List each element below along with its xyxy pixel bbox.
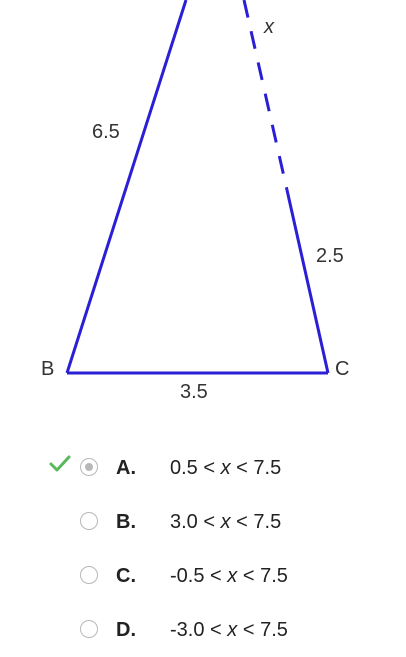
side-c-solid-line [287, 190, 328, 373]
vertex-c-label: C [335, 358, 350, 380]
correct-check-icon [48, 452, 72, 476]
option-lower: -3.0 < [170, 619, 222, 641]
option-expression [170, 565, 288, 588]
option-lower: -0.5 < [170, 565, 222, 587]
side-x-label: x [264, 16, 274, 38]
option-letter: C. [116, 565, 136, 587]
option-letter: B. [116, 511, 136, 533]
option-expression [170, 619, 288, 642]
option-lower: 0.5 < [170, 457, 216, 479]
option-expression [170, 457, 281, 480]
option-variable: x [227, 565, 238, 587]
option-letter: D. [116, 619, 136, 641]
option-upper: < 7.5 [236, 457, 282, 479]
vertex-b-label: B [41, 358, 55, 380]
option-letter: A. [116, 457, 136, 479]
option-variable: x [227, 619, 238, 641]
option-variable: x [220, 457, 231, 479]
answer-option-a[interactable] [0, 446, 406, 486]
radio-button-c[interactable] [80, 566, 98, 584]
side-bc-label: 3.5 [180, 381, 208, 403]
option-upper: < 7.5 [242, 619, 288, 641]
option-upper: < 7.5 [242, 565, 288, 587]
side-ab-label: 6.5 [92, 121, 120, 143]
option-lower: 3.0 < [170, 511, 216, 533]
answer-option-b[interactable] [0, 500, 406, 540]
radio-button-a[interactable] [80, 458, 98, 476]
option-expression [170, 511, 281, 534]
side-ab-line [67, 0, 186, 373]
radio-button-d[interactable] [80, 620, 98, 638]
option-upper: < 7.5 [236, 511, 282, 533]
option-variable: x [220, 511, 231, 533]
answer-option-d[interactable] [0, 608, 406, 648]
radio-button-b[interactable] [80, 512, 98, 530]
side-c-label: 2.5 [316, 245, 344, 267]
answer-option-c[interactable] [0, 554, 406, 594]
